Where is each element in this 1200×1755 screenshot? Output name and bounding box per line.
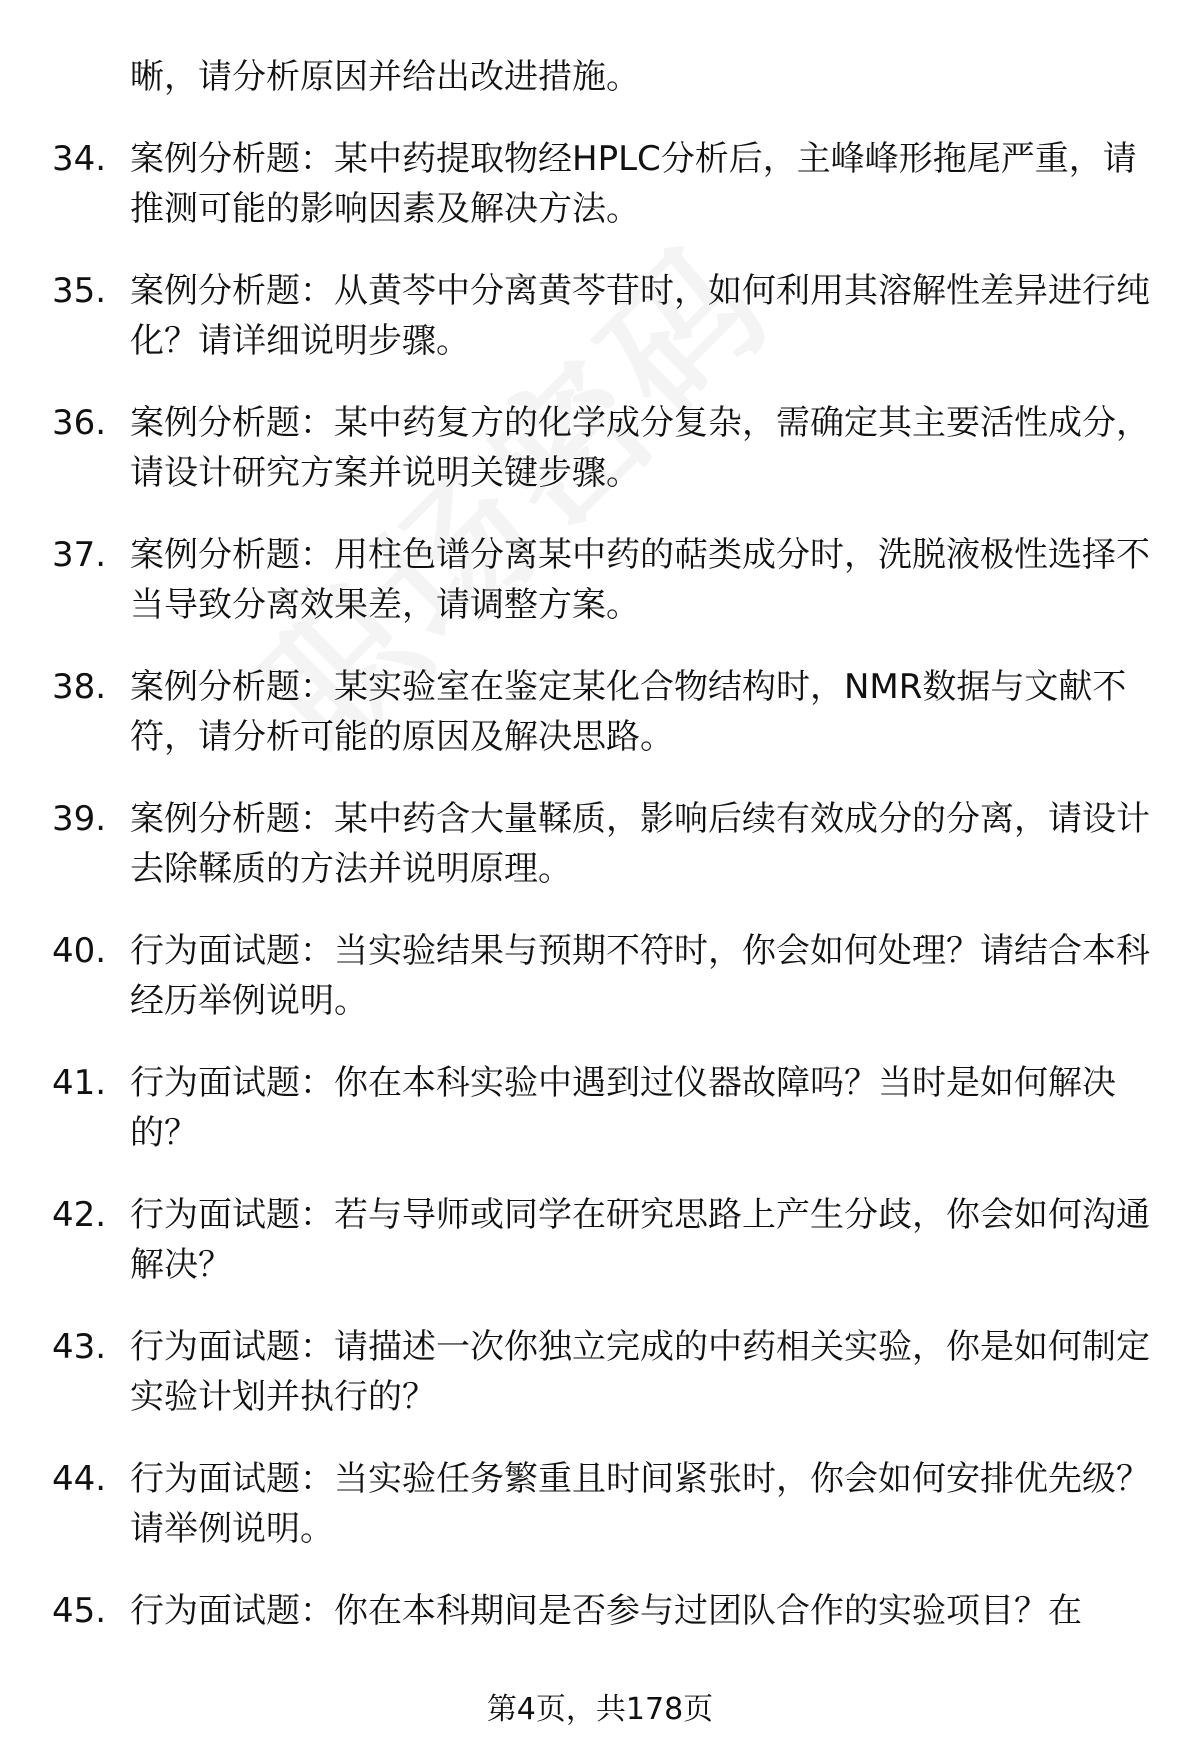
question-list <box>52 52 1152 1636</box>
question-text: 案例分析题：从黄芩中分离黄芩苷时，如何利用其溶解性差异进行纯化？请详细说明步骤。 <box>130 271 1150 361</box>
question-text: 案例分析题：某实验室在鉴定某化合物结构时，NMR数据与文献不符，请分析可能的原因及解决思路。 <box>130 667 1127 757</box>
list-item <box>52 926 1152 1026</box>
list-item <box>52 398 1152 498</box>
question-text: 案例分析题：用柱色谱分离某中药的萜类成分时，洗脱液极性选择不当导致分离效果差，请调整方案。 <box>130 535 1150 625</box>
question-number: 39. <box>52 799 107 839</box>
list-item <box>52 134 1152 234</box>
question-number: 41. <box>52 1063 107 1103</box>
question-number: 43. <box>52 1327 107 1367</box>
question-text: 行为面试题：当实验结果与预期不符时，你会如何处理？请结合本科经历举例说明。 <box>130 931 1150 1021</box>
list-item <box>52 662 1152 762</box>
question-text: 案例分析题：某中药提取物经HPLC分析后，主峰峰形拖尾严重，请推测可能的影响因素及解决方法。 <box>130 139 1137 229</box>
list-item <box>52 530 1152 630</box>
list-item <box>52 1586 1152 1636</box>
question-number: 42. <box>52 1195 107 1235</box>
question-number: 44. <box>52 1459 107 1499</box>
question-number: 45. <box>52 1591 107 1631</box>
continuation-text: 晰，请分析原因并给出改进措施。 <box>130 57 640 97</box>
question-number: 36. <box>52 403 107 443</box>
list-item <box>52 794 1152 894</box>
list-item <box>52 1454 1152 1554</box>
list-item <box>52 1322 1152 1422</box>
question-text: 行为面试题：若与导师或同学在研究思路上产生分歧，你会如何沟通解决？ <box>130 1195 1150 1285</box>
question-number: 37. <box>52 535 107 575</box>
question-text: 行为面试题：请描述一次你独立完成的中药相关实验，你是如何制定实验计划并执行的？ <box>130 1327 1150 1417</box>
list-item <box>52 266 1152 366</box>
question-number: 38. <box>52 667 107 707</box>
page-footer: 第4页，共178页 <box>486 1692 714 1727</box>
question-text: 行为面试题：当实验任务繁重且时间紧张时，你会如何安排优先级？请举例说明。 <box>130 1459 1150 1549</box>
question-number: 35. <box>52 271 107 311</box>
list-item <box>52 1190 1152 1290</box>
question-number: 40. <box>52 931 107 971</box>
question-text: 行为面试题：你在本科期间是否参与过团队合作的实验项目？在 <box>130 1591 1082 1631</box>
question-text: 案例分析题：某中药复方的化学成分复杂，需确定其主要活性成分，请设计研究方案并说明关键步骤。 <box>130 403 1150 493</box>
list-item <box>52 1058 1152 1158</box>
question-number: 34. <box>52 139 107 179</box>
question-text: 行为面试题：你在本科实验中遇到过仪器故障吗？当时是如何解决的？ <box>130 1063 1116 1153</box>
question-text: 案例分析题：某中药含大量鞣质，影响后续有效成分的分离，请设计去除鞣质的方法并说明原理。 <box>130 799 1150 889</box>
